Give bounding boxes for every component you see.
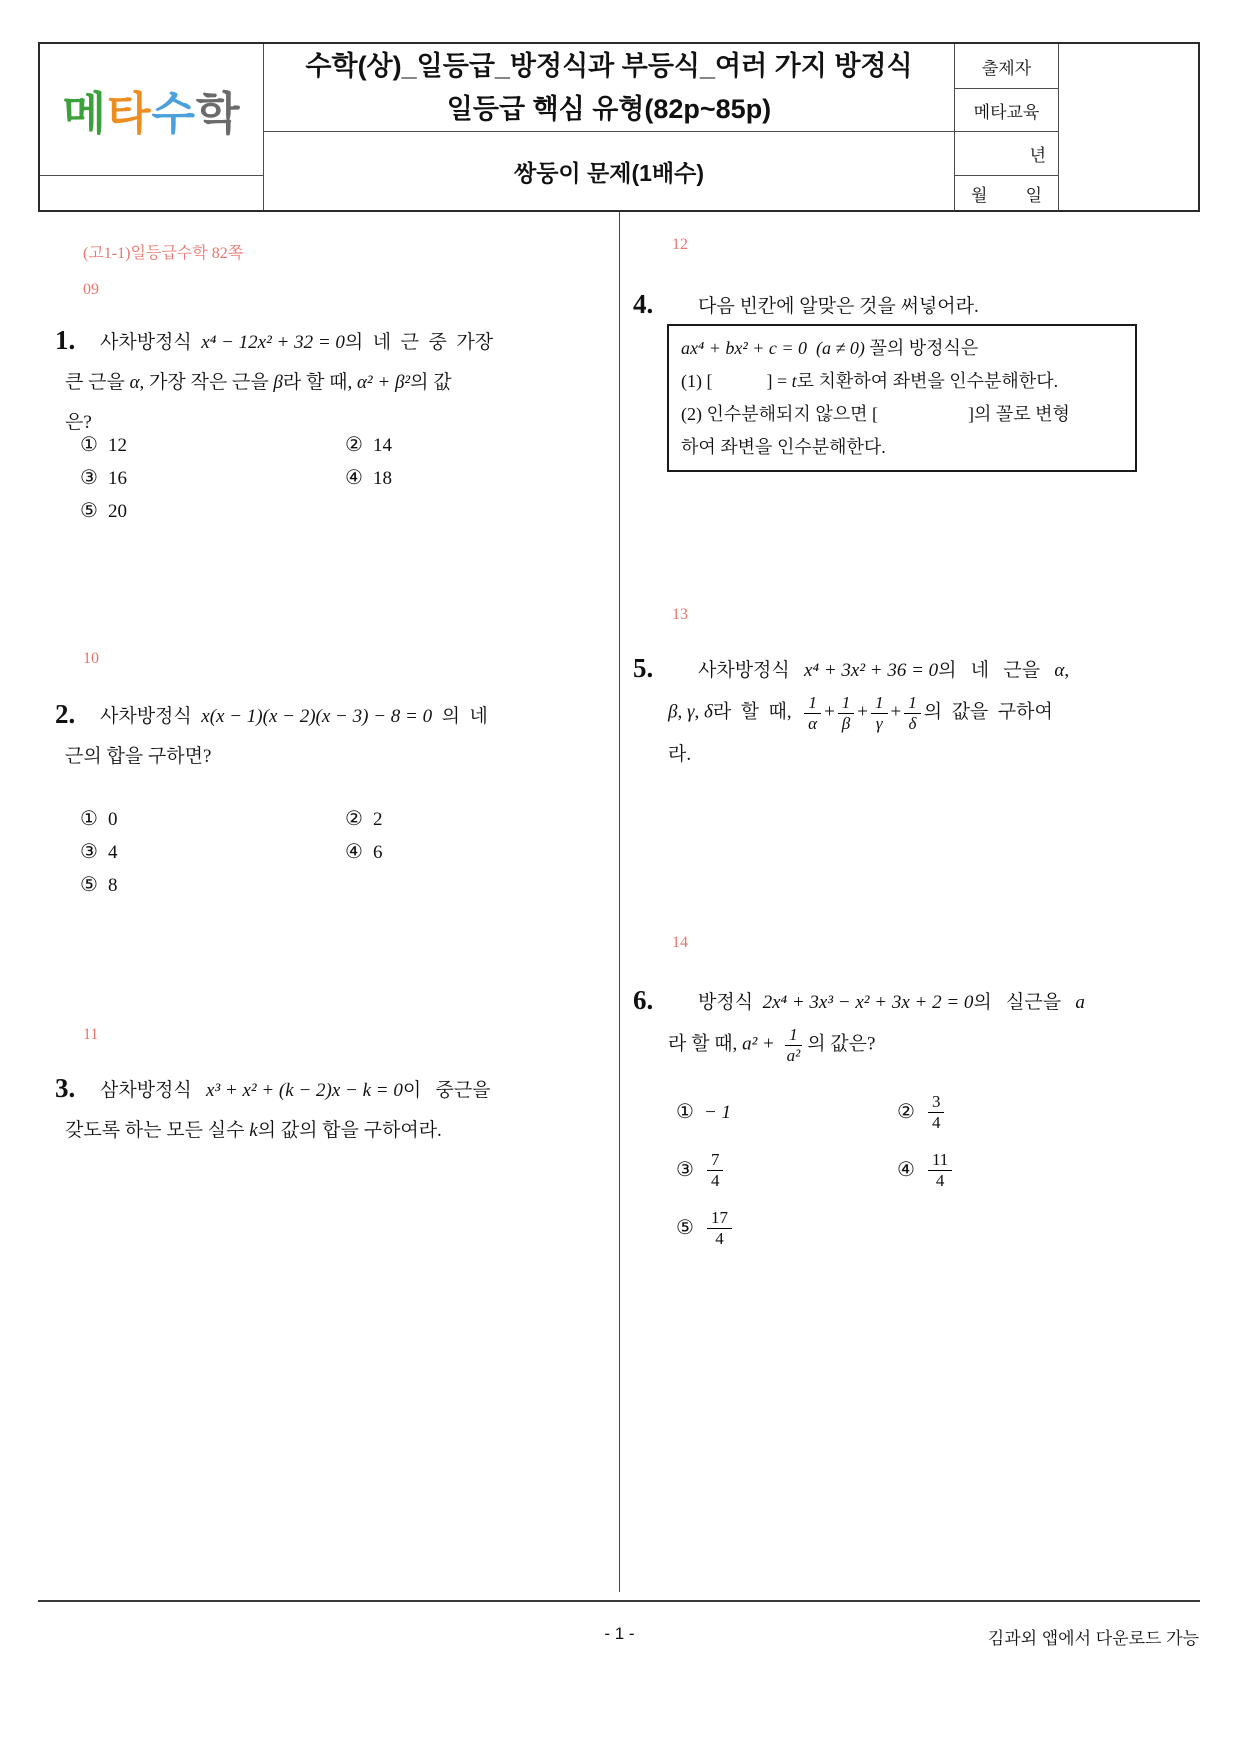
option-1-2-value: 14 xyxy=(372,435,392,456)
option-1-2 xyxy=(345,432,392,459)
problem-5-tag: 13 xyxy=(672,606,688,623)
problem-3-tag: 11 xyxy=(83,1026,99,1043)
logo-cell xyxy=(40,44,264,176)
option-6-2-value: $\frac{3}{4}$ xyxy=(925,1090,948,1134)
day-label: 일 xyxy=(1025,185,1042,205)
problem-6-tag: 14 xyxy=(672,934,688,951)
problem-5-line-1 xyxy=(633,648,1143,691)
option-2-4-marker: ④ xyxy=(345,841,363,863)
option-6-1 xyxy=(676,1090,897,1134)
footer-rule-line xyxy=(38,1600,1200,1602)
option-1-1-marker: ① xyxy=(80,434,98,456)
problem-4-number: 4. xyxy=(633,289,654,319)
problem-2-text-1: 사차방정식 x(x − 1)(x − 2)(x − 3) − 8 = 0 의 네 xyxy=(100,706,488,727)
box-line-1: ax⁴ + bx² + c = 0 (a ≠ 0) 꼴의 방정식은 xyxy=(681,338,979,358)
problem-5-text-3: 라. xyxy=(668,744,692,766)
option-2-5-marker: ⑤ xyxy=(80,874,98,896)
problem-4-tag: 12 xyxy=(672,236,688,253)
page-number: - 1 - xyxy=(604,1624,635,1643)
problem-6-line-1 xyxy=(633,980,1143,1023)
problem-5-text-2: β, γ, δ라 할 때, $\frac{1}{\alpha}$ + $\frac{1}{\beta}$ + $\frac{1}{\gamma}$ + $\frac{1}{\delta}$ 의 값을 구하여 xyxy=(668,693,1053,733)
option-1-5-marker: ⑤ xyxy=(80,500,98,522)
option-1-1 xyxy=(80,432,345,459)
problem-3-number: 3. xyxy=(55,1073,76,1103)
option-1-1-value: 12 xyxy=(107,435,127,456)
header-table xyxy=(38,42,1200,212)
option-2-5 xyxy=(80,872,345,899)
problem-4-text-1: 다음 빈칸에 알맞은 것을 써넣어라. xyxy=(698,296,979,317)
option-1-2-marker: ② xyxy=(345,434,363,456)
option-1-3 xyxy=(80,465,345,492)
month-label: 월 xyxy=(971,185,988,205)
problem-2-text-2: 근의 합을 구하면? xyxy=(65,746,212,767)
problem-2-number: 2. xyxy=(55,699,76,729)
logo-letter-3: 수 xyxy=(151,87,196,140)
option-2-2-value: 2 xyxy=(372,809,383,830)
box-line-4: 하여 좌변을 인수분해한다. xyxy=(681,437,886,457)
problem-1-options xyxy=(80,432,392,525)
option-1-5-value: 20 xyxy=(107,501,127,522)
problem-3-line-1 xyxy=(55,1068,570,1111)
box-line-2: (1) [ ] = t로 치환하여 좌변을 인수분해한다. xyxy=(681,371,1059,391)
option-6-4-marker: ④ xyxy=(897,1158,915,1181)
worksheet-subtitle: 쌍둥이 문제(1배수) xyxy=(513,159,705,186)
title-cell xyxy=(264,44,955,132)
option-1-3-marker: ③ xyxy=(80,467,98,489)
problem-1-text-3: 은? xyxy=(65,412,92,433)
option-6-3 xyxy=(676,1148,897,1192)
box-line-3: (2) 인수분해되지 않으면 [ ]의 꼴로 변형 xyxy=(681,404,1070,424)
column-divider-line xyxy=(619,212,620,1592)
option-6-5-marker: ⑤ xyxy=(676,1216,694,1239)
problem-5-text-1: 사차방정식 x⁴ + 3x² + 36 = 0의 네 근을 α, xyxy=(698,660,1070,681)
option-2-5-value: 8 xyxy=(107,875,118,896)
option-2-4 xyxy=(345,839,382,866)
option-1-4 xyxy=(345,465,392,492)
problem-6 xyxy=(633,980,1143,1067)
option-1-3-value: 16 xyxy=(107,468,127,489)
option-6-1-value: − 1 xyxy=(703,1101,732,1123)
logo-letter-1: 메 xyxy=(62,87,108,140)
option-2-1 xyxy=(80,806,345,833)
option-6-5 xyxy=(676,1206,897,1250)
problem-1-text-2: 큰 근을 α, 가장 작은 근을 β라 할 때, α² + β²의 값 xyxy=(65,372,452,393)
option-2-1-marker: ① xyxy=(80,808,98,830)
info-row-author-label xyxy=(955,44,1059,89)
problem-2-tag: 10 xyxy=(83,650,99,667)
subtitle-cell xyxy=(264,132,955,210)
meta-math-logo xyxy=(63,77,241,142)
problem-4-answer-box xyxy=(667,324,1137,472)
option-6-2 xyxy=(897,1090,955,1134)
option-6-3-marker: ③ xyxy=(676,1158,694,1181)
problem-1-number: 1. xyxy=(55,325,76,355)
problem-2-line-1 xyxy=(55,694,570,737)
info-row-year xyxy=(955,132,1059,176)
logo-letter-2: 타 xyxy=(107,87,152,140)
header-empty-cell xyxy=(1059,44,1198,210)
problem-2-options xyxy=(80,806,382,899)
option-6-5-value: $\frac{17}{4}$ xyxy=(704,1206,735,1250)
option-2-3-value: 4 xyxy=(107,842,118,863)
problem-3 xyxy=(55,1068,570,1151)
problem-6-number: 6. xyxy=(633,985,654,1015)
info-row-publisher xyxy=(955,89,1059,132)
option-1-4-marker: ④ xyxy=(345,467,363,489)
problem-2 xyxy=(55,694,570,777)
option-6-3-value: $\frac{7}{4}$ xyxy=(704,1148,727,1192)
option-6-4-value: $\frac{11}{4}$ xyxy=(925,1148,955,1192)
problem-1 xyxy=(55,320,570,443)
footer-note: 김과외 앱에서 다운로드 가능 xyxy=(987,1629,1199,1648)
problem-6-options xyxy=(676,1090,955,1250)
publisher-label: 메타교육 xyxy=(973,102,1040,122)
year-label: 년 xyxy=(1029,146,1046,165)
problem-6-text-2: 라 할 때, a² + $\frac{1}{\text{a²}}$ 의 값은? xyxy=(668,1025,876,1065)
source-reference: (고1-1)일등급수학 82쪽 xyxy=(83,245,244,262)
problem-3-text-1: 삼차방정식 x³ + x² + (k − 2)x − k = 0이 중근을 xyxy=(100,1080,491,1101)
problem-4 xyxy=(633,284,1143,327)
option-2-1-value: 0 xyxy=(107,809,118,830)
worksheet-title-line2: 일등급 핵심 유형(82p~85p) xyxy=(446,93,772,124)
option-6-4 xyxy=(897,1148,955,1192)
logo-bottom-empty-cell xyxy=(40,176,264,210)
info-row-month-day xyxy=(955,176,1059,210)
worksheet-title-line1: 수학(상)_일등급_방정식과 부등식_여러 가지 방정식 xyxy=(305,50,913,81)
problem-5-number: 5. xyxy=(633,653,654,683)
option-1-4-value: 18 xyxy=(372,468,392,489)
problem-5 xyxy=(633,648,1143,775)
problem-3-text-2: 갖도록 하는 모든 실수 k의 값의 합을 구하여라. xyxy=(65,1120,442,1141)
option-2-3-marker: ③ xyxy=(80,841,98,863)
option-2-2-marker: ② xyxy=(345,808,363,830)
option-1-5 xyxy=(80,498,345,525)
problem-6-text-1: 방정식 2x⁴ + 3x³ − x² + 3x + 2 = 0의 실근을 a xyxy=(698,992,1085,1013)
logo-letter-4: 학 xyxy=(195,87,241,140)
option-2-2 xyxy=(345,806,382,833)
problem-1-line-1 xyxy=(55,320,570,363)
problem-1-text-1: 사차방정식 x⁴ − 12x² + 32 = 0의 네 근 중 가장 xyxy=(100,332,494,353)
author-label: 출제자 xyxy=(981,58,1032,78)
problem-4-line-1 xyxy=(633,284,1143,327)
option-6-2-marker: ② xyxy=(897,1100,915,1123)
option-2-3 xyxy=(80,839,345,866)
option-2-4-value: 6 xyxy=(372,842,383,863)
problem-1-tag: 09 xyxy=(83,281,99,298)
option-6-1-marker: ① xyxy=(676,1100,694,1123)
